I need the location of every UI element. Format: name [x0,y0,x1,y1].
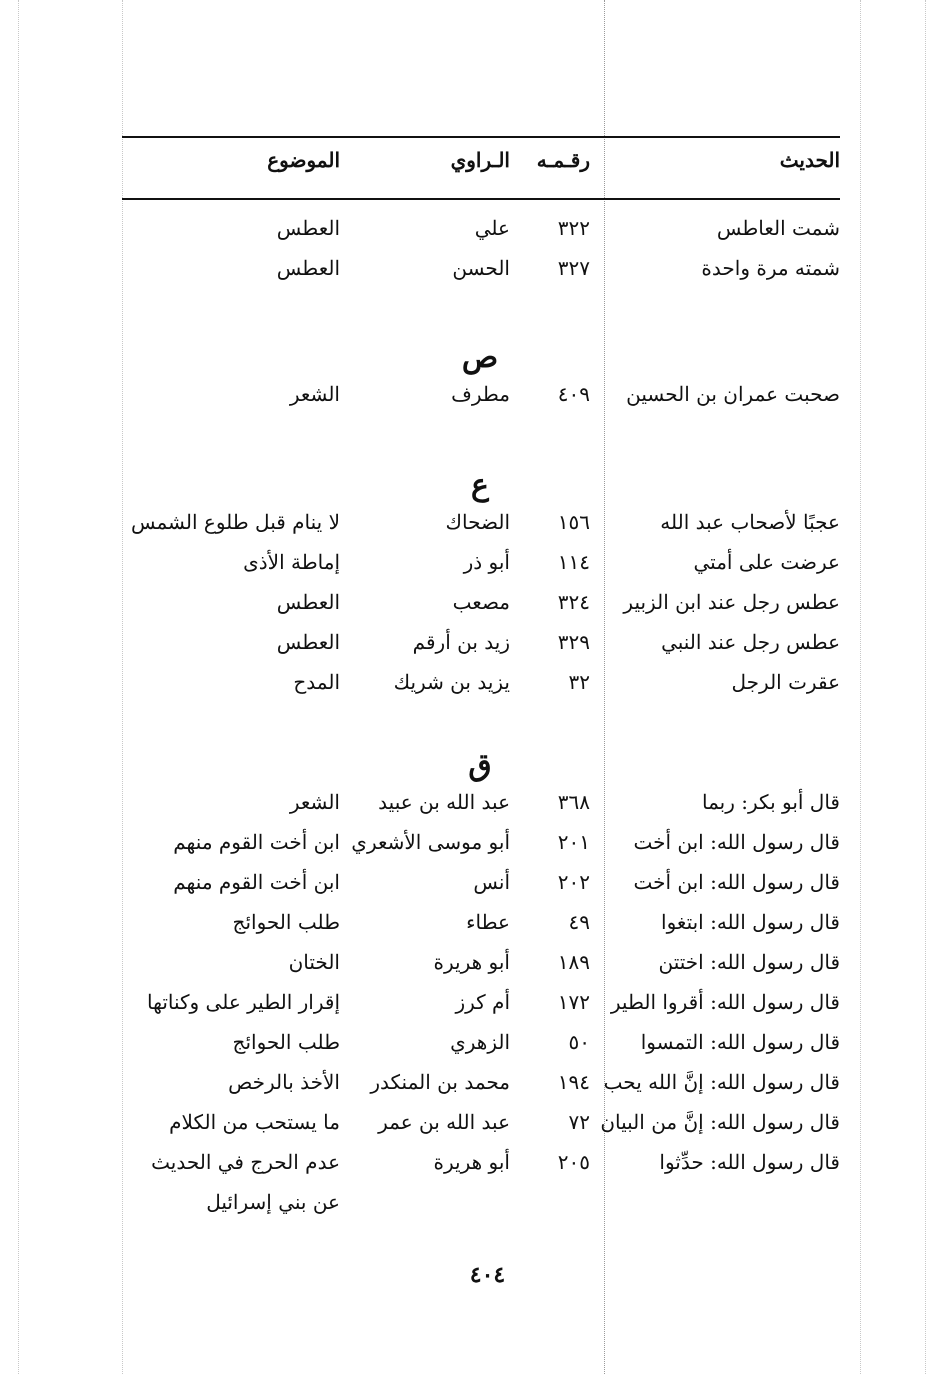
table-row [122,908,840,936]
table-row [122,214,840,242]
scan-guide-line [18,0,19,1374]
table-row [122,1068,840,1096]
number-cell: ٢٠٢ [557,870,590,894]
topic-cell: ابن أخت القوم منهم [173,870,340,894]
table-row [122,1108,840,1136]
narrator-cell: يزيد بن شريك [393,670,510,694]
topic-cell: ابن أخت القوم منهم [173,830,340,854]
table-row [122,868,840,896]
topic-cell: عدم الحرج في الحديث [151,1150,340,1174]
table-row [122,508,840,536]
table-row [122,548,840,576]
topic-cell: الشعر [289,382,340,406]
narrator-cell: مصعب [452,590,510,614]
topic-cell: طلب الحوائج [232,910,340,934]
table-row [122,828,840,856]
narrator-cell: أبو هريرة [433,1150,510,1174]
topic-cell: العطس [276,630,340,654]
section-letter-text: ع [471,468,489,503]
number-cell: ٧٢ [568,1110,590,1134]
table-row [122,988,840,1016]
topic-cell: طلب الحوائج [232,1030,340,1054]
header-hadith: الحديث [779,148,840,172]
table-row [122,628,840,656]
number-cell: ٣٢٩ [557,630,590,654]
table-row [122,1028,840,1056]
number-cell: ٣٦٨ [557,790,590,814]
hadith-cell: عرضت على أمتي [693,550,840,574]
hadith-cell: شمته مرة واحدة [701,256,840,280]
table-row [122,668,840,696]
topic-cell: العطس [276,256,340,280]
hadith-cell: قال رسول الله: ابن أخت [633,830,840,854]
narrator-cell: عبد الله بن عبيد [378,790,510,814]
number-cell: ٣٢٢ [557,216,590,240]
hadith-cell: قال رسول الله: حدِّثوا [659,1150,840,1174]
number-cell: ١٧٢ [557,990,590,1014]
narrator-cell: محمد بن المنكدر [370,1070,510,1094]
table-row [122,788,840,816]
page-number-text: ٤٠٤ [469,1262,506,1288]
topic-cell: إقرار الطير على وكناتها [147,990,340,1014]
narrator-cell: الحسن [452,256,510,280]
hadith-cell: قال أبو بكر: ربما [702,790,840,814]
narrator-cell: أبو ذر [463,550,510,574]
topic-cell-continuation: عن بني إسرائيل [206,1190,340,1214]
table-row [122,1148,840,1214]
topic-cell: الختان [288,950,340,974]
hadith-cell: عطس رجل عند ابن الزبير [623,590,840,614]
hadith-cell: قال رسول الله: أقروا الطير [610,990,840,1014]
number-cell: ٤٠٩ [557,382,590,406]
header-narrator: الـراوي [450,148,510,172]
hadith-cell: صحبت عمران بن الحسين [626,382,840,406]
narrator-cell: أنس [473,870,510,894]
number-cell: ٣٢ [568,670,590,694]
hadith-cell: قال رسول الله: اختتن [658,950,840,974]
number-cell: ٣٢٧ [557,256,590,280]
table-row [122,948,840,976]
top-rule [122,136,840,138]
hadith-cell: قال رسول الله: التمسوا [640,1030,840,1054]
narrator-cell: علي [474,216,510,240]
header-topic: الموضوع [267,148,340,172]
scan-guide-line [860,0,861,1374]
narrator-cell: أم كرز [455,990,510,1014]
narrator-cell: زيد بن أرقم [412,630,510,654]
narrator-cell: عطاء [466,910,510,934]
topic-cell: العطس [276,590,340,614]
hadith-cell: عطس رجل عند النبي [661,630,840,654]
topic-cell: الشعر [289,790,340,814]
table-row [122,588,840,616]
hadith-cell: قال رسول الله: إنَّ من البيان [600,1110,840,1134]
section-letter [122,468,840,504]
section-letter [122,748,840,784]
table-row [122,380,840,408]
number-cell: ١٩٤ [557,1070,590,1094]
topic-cell: إماطة الأذى [243,550,340,574]
number-cell: ١٨٩ [557,950,590,974]
number-cell: ١٥٦ [557,510,590,534]
narrator-cell: عبد الله بن عمر [378,1110,510,1134]
narrator-cell: أبو موسى الأشعري [351,830,510,854]
number-cell: ٢٠٥ [557,1150,590,1174]
narrator-cell: الضحاك [445,510,510,534]
table-row [122,254,840,282]
table-header [122,146,840,190]
hadith-cell: قال رسول الله: إنَّ الله يحب [603,1070,840,1094]
section-letter-text: ق [468,748,492,783]
number-cell: ٣٢٤ [557,590,590,614]
topic-cell: العطس [276,216,340,240]
topic-cell: الأخذ بالرخص [228,1070,340,1094]
topic-cell: المدح [293,670,340,694]
narrator-cell: مطرف [451,382,510,406]
narrator-cell: الزهري [450,1030,510,1054]
number-cell: ٥٠ [568,1030,590,1054]
hadith-cell: عقرت الرجل [731,670,840,694]
hadith-cell: قال رسول الله: ابتغوا [661,910,840,934]
number-cell: ١١٤ [557,550,590,574]
hadith-cell: عجبًا لأصحاب عبد الله [660,510,840,534]
section-letter-text: ص [461,340,499,375]
topic-cell: لا ينام قبل طلوع الشمس [130,510,340,534]
header-rule [122,198,840,200]
number-cell: ٤٩ [568,910,590,934]
hadith-cell: شمت العاطس [716,216,840,240]
number-cell: ٢٠١ [557,830,590,854]
hadith-cell: قال رسول الله: ابن أخت [633,870,840,894]
section-letter [122,340,840,376]
header-number: رقـمـه [536,148,590,172]
topic-cell: ما يستحب من الكلام [169,1110,340,1134]
page-number [0,1262,939,1288]
narrator-cell: أبو هريرة [433,950,510,974]
scan-guide-line [925,0,926,1374]
